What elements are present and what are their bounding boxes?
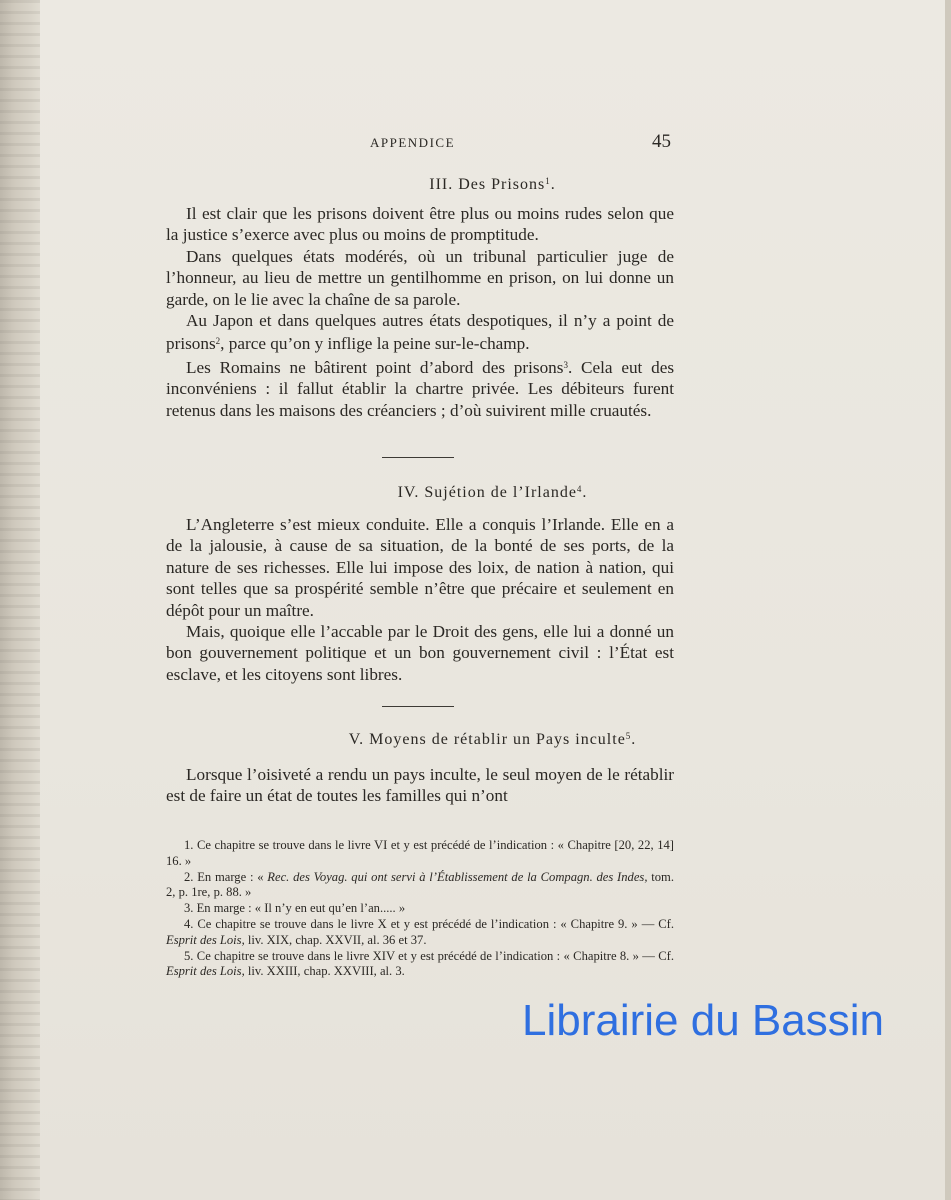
footnote-4: 4. Ce chapitre se trouve dans le livre X et y est précédé de l’indication : « Chapitre 9. » — Cf. Esprit des Lois, liv. XIX, chap. XXVII, al. 36 et 37. <box>166 916 674 947</box>
page-number: 45 <box>652 131 671 152</box>
section-3-body <box>166 203 674 421</box>
paragraph: Lorsque l’oisiveté a rendu un pays inculte, le seul moyen de le rétablir est de faire un état de toutes les familles qui n’ont <box>166 765 674 806</box>
note-ref: 4 <box>576 484 583 494</box>
note-ref: 3 <box>563 359 568 370</box>
running-title: APPENDICE <box>370 135 456 150</box>
page-header <box>40 133 945 157</box>
section-5-title: V. Moyens de rétablir un Pays inculte$^5$. <box>348 731 637 748</box>
seller-watermark: Librairie du Bassin <box>522 996 884 1045</box>
printed-page <box>40 0 945 1200</box>
footnotes <box>166 838 674 980</box>
section-divider <box>382 457 454 458</box>
note-ref: 1 <box>545 176 551 186</box>
paragraph: Mais, quoique elle l’accable par le Droit des gens, elle lui a donné un bon gouvernement politique et un bon gouvernement civil : l’État est esclave, et les citoyens sont libres. <box>166 622 674 684</box>
section-5-body <box>166 764 674 807</box>
paragraph: Au Japon et dans quelques autres états despotiques, il n’y a point de prisons$^2$, parce qu’on y inflige la peine sur-le-champ. <box>166 311 674 354</box>
footnote-5: 5. Ce chapitre se trouve dans le livre XIV et y est précédé de l’indication : « Chapitre 8. » — Cf. Esprit des Lois, liv. XXIII, chap. XXVIII, al. 3. <box>166 948 674 979</box>
paragraph: L’Angleterre s’est mieux conduite. Elle a conquis l’Irlande. Elle en a de la jalousie, à cause de sa situation, de la bonté de ses ports, de la nature de ses richesses. Elle lui impose des loix, de nation à nation, qui sont telles que sa prospérité semble n’être que précaire et seulement en dépôt pour un maître. <box>166 515 674 620</box>
footnote-1: 1. Ce chapitre se trouve dans le livre VI et y est précédé de l’indication : « Chapitre [20, 22, 14] 16. » <box>166 838 674 868</box>
note-ref: 5 <box>625 731 632 741</box>
paragraph: Il est clair que les prisons doivent être plus ou moins rudes selon que la justice s’exerce avec plus ou moins de promptitude. <box>166 204 674 245</box>
footnote-3: 3. En marge : « Il n’y en eut qu’en l’an..... » <box>184 901 406 916</box>
section-divider <box>382 706 454 707</box>
section-4-title: IV. Sujétion de l’Irlande$^4$. <box>397 484 588 501</box>
note-ref: 2 <box>215 336 221 347</box>
section-3-title: III. Des Prisons$^1$. <box>429 176 556 193</box>
page-stack-edge <box>0 0 40 1200</box>
section-4-body <box>166 514 674 685</box>
paragraph: Les Romains ne bâtirent point d’abord des prisons$^3$. Cela eut des inconvéniens : il fallut établir la chartre privée. Les débiteurs furent retenus dans les maisons des créanciers ; d’où suivirent mille cruautés. <box>166 357 675 420</box>
paragraph: Dans quelques états modérés, où un tribunal particulier juge de l’honneur, au lieu de mettre un gentilhomme en prison, on lui donne un garde, on le lie avec la chaîne de sa parole. <box>166 246 674 309</box>
footnote-2: 2. En marge : « Rec. des Voyag. qui ont servi à l’Établissement de la Compagn. des Indes, tom. 2, p. 1re, p. 88. » <box>166 869 675 900</box>
page-right-edge <box>945 0 951 1200</box>
